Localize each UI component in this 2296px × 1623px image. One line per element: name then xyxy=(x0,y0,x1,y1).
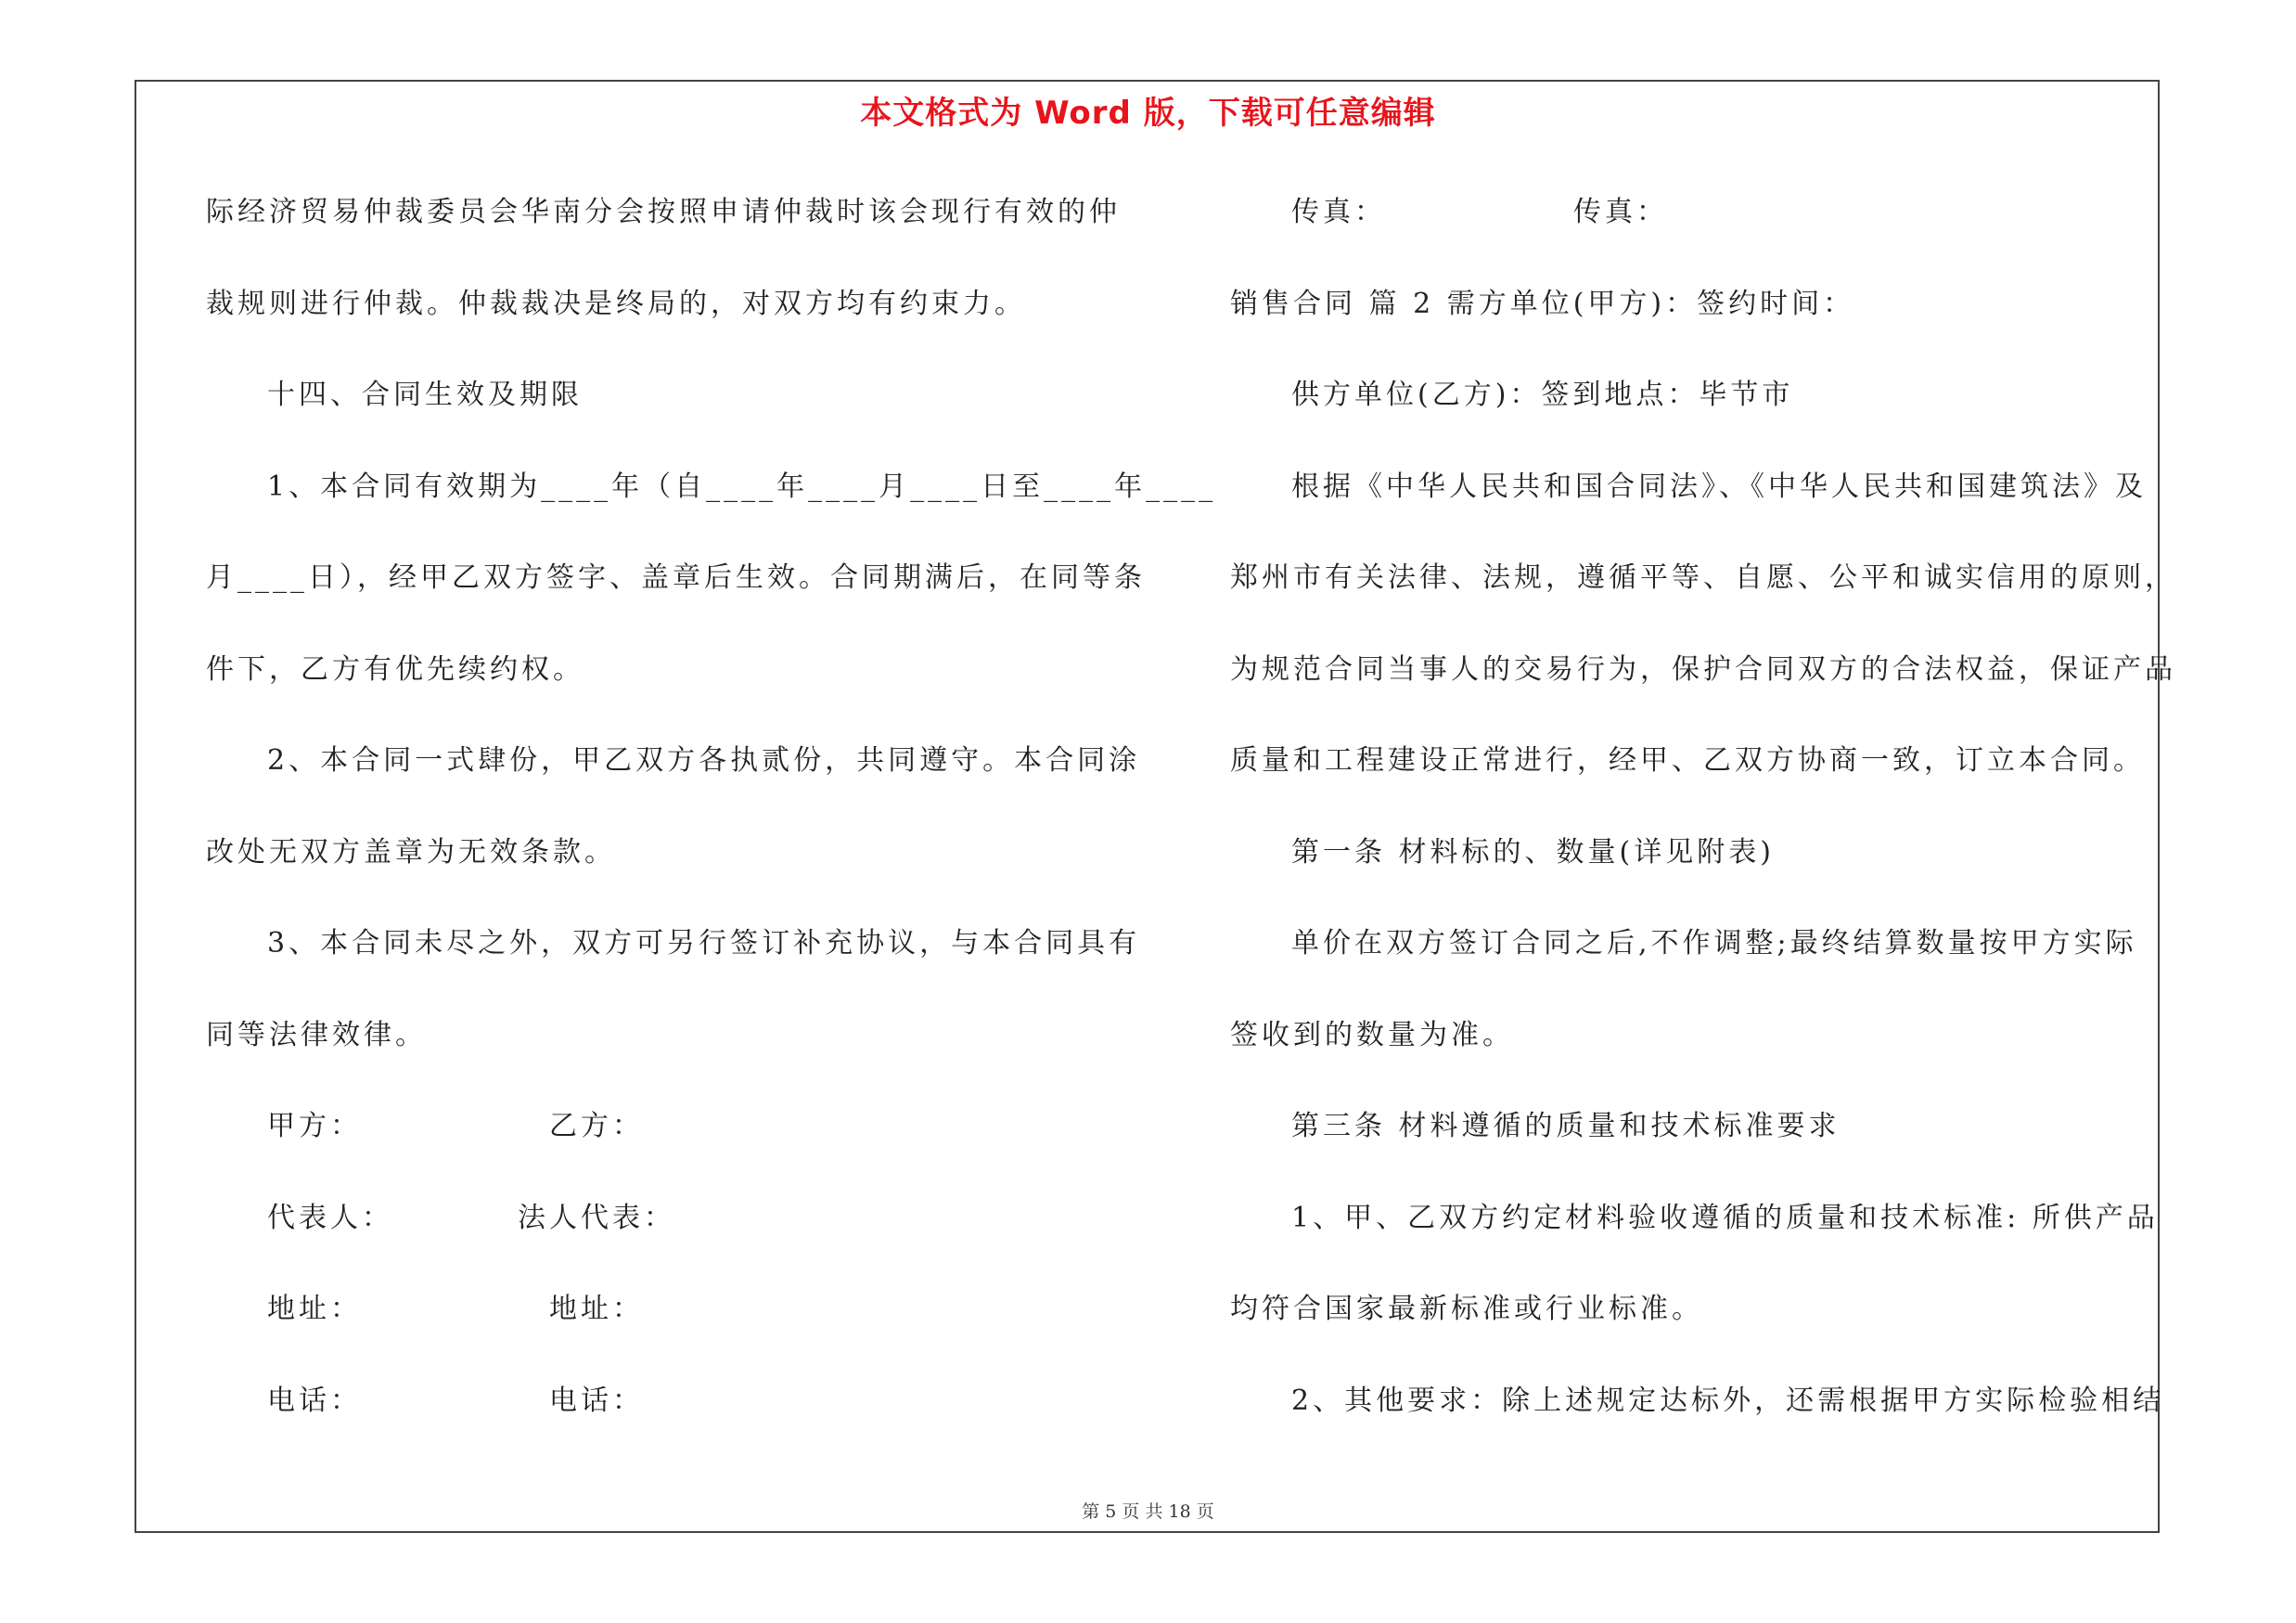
paragraph-line: 单价在双方签订合同之后,不作调整;最终结算数量按甲方实际 xyxy=(1291,927,2137,960)
paragraph-line: 供方单位(乙方)：签到地点：毕节市 xyxy=(1291,379,1794,411)
page-number: 第 5 页 共 18 页 xyxy=(1082,1501,1214,1522)
paragraph-line: 际经济贸易仲裁委员会华南分会按照申请仲裁时该会现行有效的仲 xyxy=(206,196,1121,228)
section-heading: 十四、合同生效及期限 xyxy=(267,379,583,411)
paragraph-line: 郑州市有关法律、法规，遵循平等、自愿、公平和诚实信用的原则， xyxy=(1230,561,2176,594)
fax-row xyxy=(1230,186,2176,277)
paragraph-line: 同等法律效律。 xyxy=(206,1018,427,1051)
paragraph-line: 2、本合同一式肆份，甲乙双方各执贰份，共同遵守。本合同涂 xyxy=(267,744,1141,777)
party-a-label: 甲方： xyxy=(267,1110,362,1142)
paragraph-line: 1、甲、乙双方约定材料验收遵循的质量和技术标准: 所供产品 xyxy=(1291,1201,2159,1234)
legal-representative-label: 法人代表： xyxy=(518,1201,675,1234)
address-label: 地址： xyxy=(549,1293,644,1325)
format-banner: 本文格式为 Word 版，下载可任意编辑 xyxy=(860,95,1436,132)
address-label: 地址： xyxy=(267,1293,362,1325)
paragraph-line: 改处无双方盖章为无效条款。 xyxy=(206,835,616,869)
left-column xyxy=(206,186,1217,1465)
paragraph-line: 质量和工程建设正常进行，经甲、乙双方协商一致，订立本合同。 xyxy=(1230,744,2145,777)
fax-label: 传真： xyxy=(1291,196,1386,228)
signature-row xyxy=(206,1282,1134,1374)
fax-label: 传真： xyxy=(1573,196,1668,228)
contract-heading: 销售合同 篇 2 需方单位(甲方)：签约时间： xyxy=(1230,287,1855,320)
right-column xyxy=(1230,186,2176,1465)
paragraph-line: 签收到的数量为准。 xyxy=(1230,1018,1514,1051)
article-heading: 第一条 材料标的、数量(详见附表) xyxy=(1291,835,1775,869)
phone-label: 电话： xyxy=(267,1384,362,1417)
phone-label: 电话： xyxy=(549,1384,644,1417)
paragraph-line: 为规范合同当事人的交易行为，保护合同双方的合法权益，保证产品 xyxy=(1230,652,2176,686)
paragraph-line: 均符合国家最新标准或行业标准。 xyxy=(1230,1293,1703,1325)
paragraph-line: 3、本合同未尽之外，双方可另行签订补充协议，与本合同具有 xyxy=(267,927,1141,960)
paragraph-line: 1、本合同有效期为____年（自____年____月____日至____年____ xyxy=(267,470,1217,503)
paragraph-line: 裁规则进行仲裁。仲裁裁决是终局的，对双方均有约束力。 xyxy=(206,287,1026,320)
party-b-label: 乙方： xyxy=(549,1110,644,1142)
paragraph-line: 件下，乙方有优先续约权。 xyxy=(206,652,584,686)
representative-label: 代表人： xyxy=(267,1201,393,1234)
paragraph-line: 根据《中华人民共和国合同法》、《中华人民共和国建筑法》及 xyxy=(1291,470,2147,503)
paragraph-line: 月____日），经甲乙双方签字、盖章后生效。合同期满后，在同等条 xyxy=(206,561,1146,594)
paragraph-line: 2、其他要求：除上述规定达标外，还需根据甲方实际检验相结 xyxy=(1291,1384,2165,1417)
signature-row xyxy=(206,1100,1134,1191)
signature-row xyxy=(206,1191,1134,1283)
article-heading: 第三条 材料遵循的质量和技术标准要求 xyxy=(1291,1110,1841,1142)
signature-row xyxy=(206,1374,1134,1466)
